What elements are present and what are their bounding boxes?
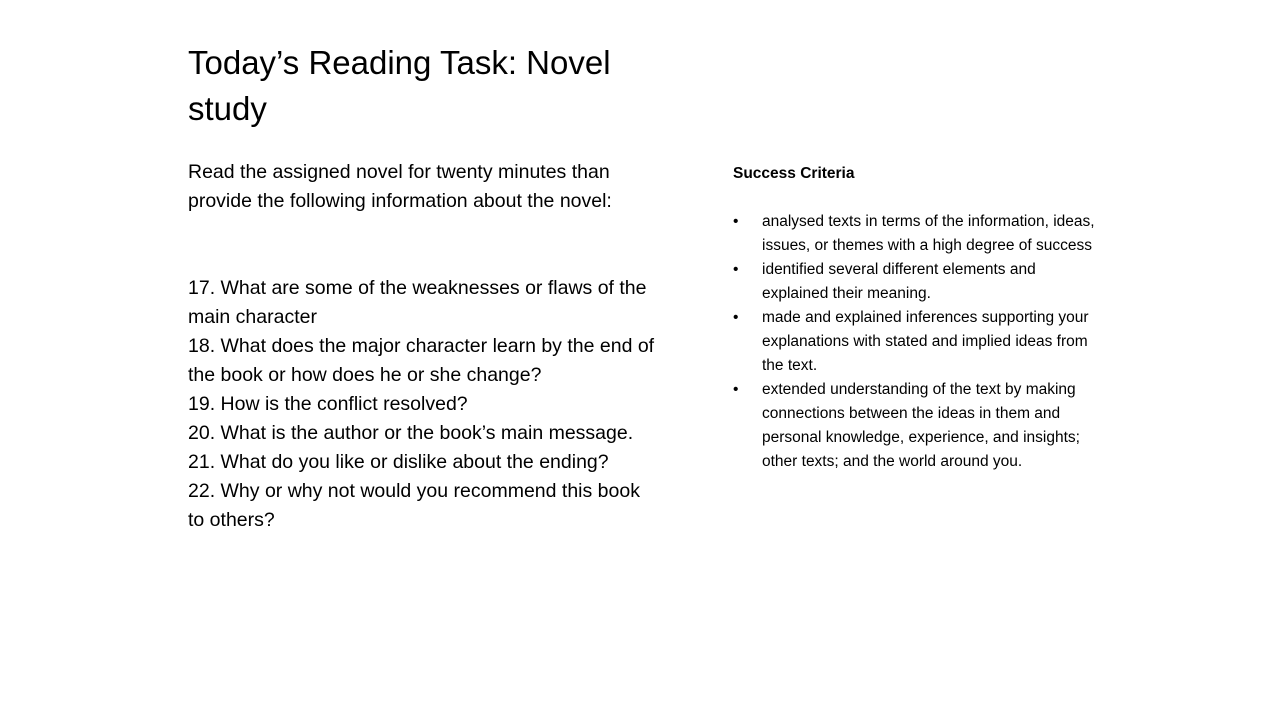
criteria-text: analysed texts in terms of the information, ideas, issues, or themes with a high degree of success: [762, 213, 1095, 254]
criteria-list: [733, 210, 1103, 474]
question-21: 21. What do you like or dislike about the ending?: [188, 451, 609, 473]
task-instructions: [188, 158, 658, 535]
question-22: 22. Why or why not would you recommend this book to others?: [188, 480, 640, 531]
bullet-icon: •: [733, 261, 739, 278]
success-criteria: [733, 162, 1103, 474]
question-18: 18. What does the major character learn by the end of the book or how does he or she change?: [188, 335, 655, 386]
intro-text: Read the assigned novel for twenty minutes than provide the following information about the novel:: [188, 161, 612, 212]
criteria-text: extended understanding of the text by making connections between the ideas in them and personal knowledge, experience, and insights; other texts; and the world around you.: [762, 381, 1080, 470]
question-20: 20. What is the author or the book’s main message.: [188, 422, 634, 444]
criteria-heading: Success Criteria: [733, 165, 855, 182]
criteria-item: [733, 258, 1103, 306]
spacer: [188, 216, 658, 274]
slide-title: Today’s Reading Task: Novel study: [188, 44, 611, 127]
bullet-icon: •: [733, 381, 739, 398]
criteria-item: [733, 306, 1103, 378]
question-19: 19. How is the conflict resolved?: [188, 393, 468, 415]
criteria-text: identified several different elements and explained their meaning.: [762, 261, 1036, 302]
criteria-item: [733, 210, 1103, 258]
question-17: 17. What are some of the weaknesses or flaws of the main character: [188, 277, 647, 328]
bullet-icon: •: [733, 309, 739, 326]
bullet-icon: •: [733, 213, 739, 230]
criteria-item: [733, 378, 1103, 474]
criteria-text: made and explained inferences supporting your explanations with stated and implied ideas from the text.: [762, 309, 1089, 374]
